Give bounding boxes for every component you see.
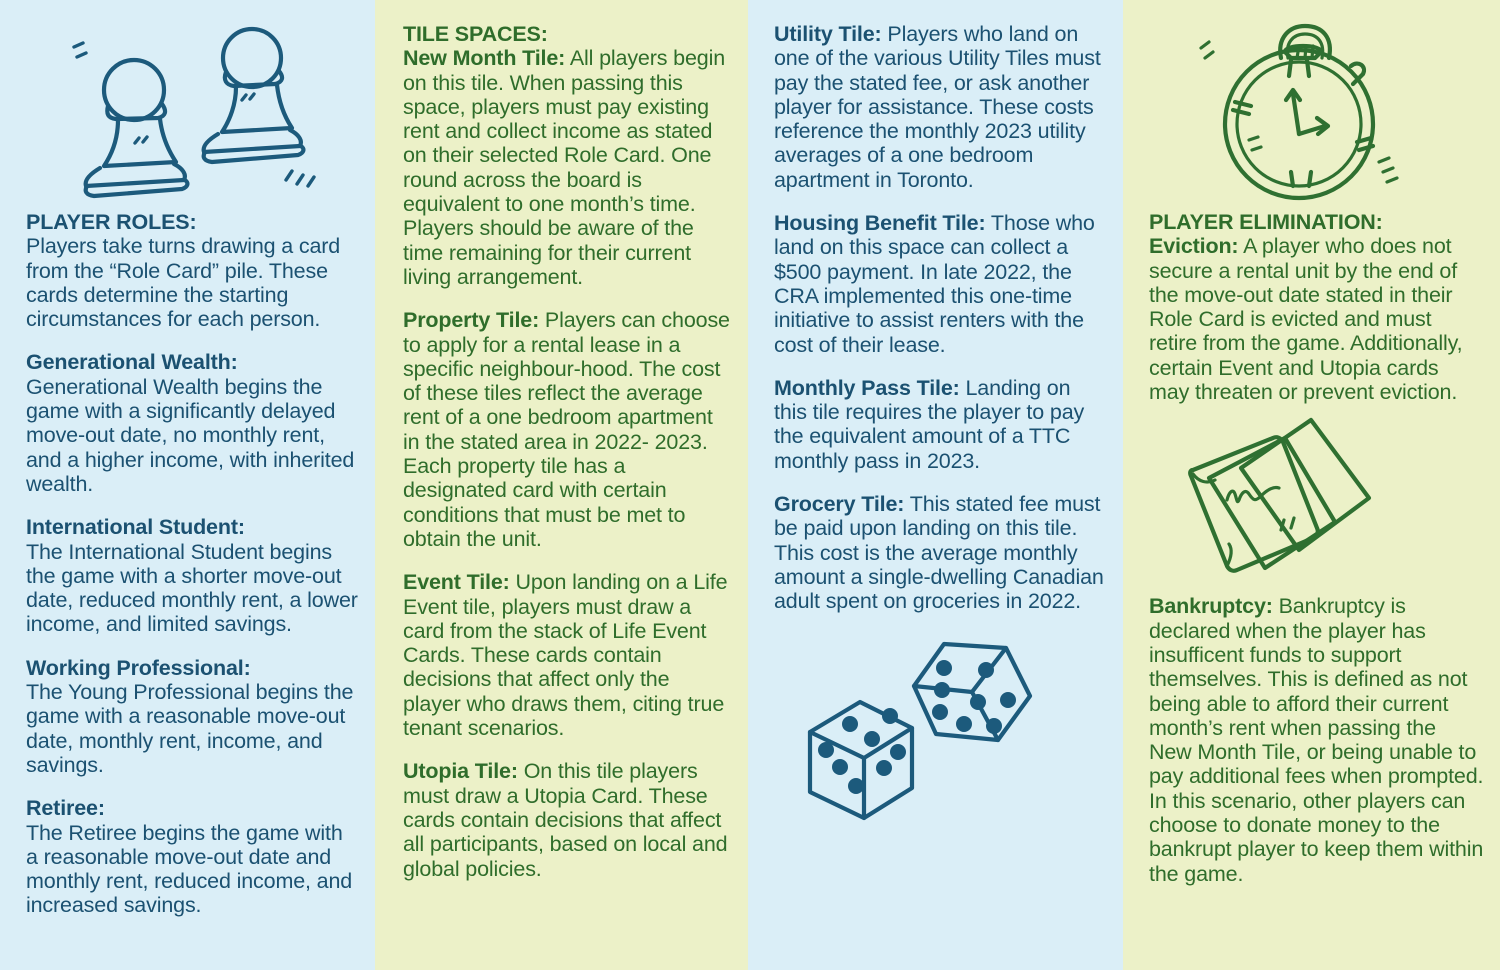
- section-body: Upon landing on a Life Event tile, players must draw a card from the stack of Life Event Cards. These cards contain decisions that affect only the player who draws them, citing true tenant scenarios.: [403, 570, 728, 741]
- section-heading: Retiree:: [26, 796, 105, 821]
- column2-text: [375, 0, 748, 881]
- section-body: Those who land on this space can collect a $500 payment. In late 2022, the CRA implemented this one-time initiative to assist renters with the cost of their lease.: [774, 211, 1095, 357]
- stopwatch-illustration: [1123, 0, 1500, 204]
- section-body: All players begin on this tile. When passing this space, players must pay existing rent and collect income as stated on their selected Role Card. One round across the board is equivalent to one month’s time. Players should be aware of the time remaining for their current living arrangement.: [403, 46, 726, 289]
- section-utopia-tile: [403, 759, 730, 880]
- section-body: Landing on this tile requires the player to pay the equivalent amount of a TTC monthly pass in 2023.: [774, 375, 1085, 473]
- chess-pawns-illustration: [0, 0, 375, 206]
- column-tile-spaces: [375, 0, 748, 970]
- column-player-elimination: [1123, 0, 1500, 970]
- section-heading: PLAYER ROLES:: [26, 210, 197, 234]
- column-player-roles: [0, 0, 375, 970]
- section-body: The International Student begins the game with a shorter move-out date, reduced monthly rent, a lower income, and limited savings.: [26, 539, 358, 637]
- column2-title: TILE SPACES:: [403, 22, 548, 46]
- section-bankruptcy: [1149, 594, 1484, 886]
- section-body: This stated fee must be paid upon landing on this tile. This cost is the average monthly amount a single-dwelling Canadian adult spent on groceries in 2022.: [774, 492, 1104, 614]
- section-tile-spaces: [403, 22, 730, 289]
- section-eviction: [1149, 210, 1484, 404]
- section-heading: Utopia Tile:: [403, 759, 518, 784]
- section-heading: New Month Tile:: [403, 46, 566, 71]
- section-body: Generational Wealth begins the game with a significantly delayed move-out date, no monthly rent, and a higher income, with inherited wealth.: [26, 374, 355, 496]
- section-body: The Young Professional begins the game with a reasonable move-out date, monthly rent, income, and savings.: [26, 680, 354, 777]
- section-utility-tile: [774, 22, 1109, 192]
- section-body: Players who land on one of the various Utility Tiles must pay the stated fee, or ask another player for assistance. These costs reference the monthly 2023 utility averages of a one bedroom apartment in Toronto.: [774, 22, 1101, 192]
- section-generational-wealth: [26, 350, 359, 496]
- column4-text-top: [1123, 204, 1500, 404]
- section-monthly-pass-tile: [774, 376, 1109, 473]
- section-heading: Eviction:: [1149, 234, 1239, 259]
- section-grocery-tile: [774, 492, 1109, 613]
- section-heading: Housing Benefit Tile:: [774, 211, 986, 236]
- section-body: A player who does not secure a rental unit by the end of the move-out date stated in their Role Card is evicted and must retire from the game. Additionally, certain Event and Utopia cards may threaten or prevent eviction.: [1149, 234, 1463, 405]
- section-property-tile: [403, 308, 730, 551]
- section-heading: International Student:: [26, 515, 245, 540]
- section-heading: Utility Tile:: [774, 22, 882, 46]
- section-body: Players take turns drawing a card from the “Role Card” pile. These cards determine the starting circumstances for each person.: [26, 234, 341, 332]
- section-body: Bankruptcy is declared when the player has insufficent funds to support themselves. This is defined as not being able to afford their current month’s rent when passing the New Month Tile, or being unable to pay additional fees when prompted. In this scenario, other players can choose to donate money to the bankrupt player to keep them within the game.: [1149, 594, 1484, 886]
- section-heading: Event Tile:: [403, 570, 510, 595]
- section-housing-benefit-tile: [774, 211, 1109, 357]
- column1-text: [0, 206, 375, 918]
- column-tile-details: [748, 0, 1123, 970]
- section-body: On this tile players must draw a Utopia Card. These cards contain decisions that affect all participants, based on local and global policies.: [403, 759, 728, 881]
- section-event-tile: [403, 570, 730, 740]
- section-working-professional: [26, 656, 359, 777]
- section-player-roles: [26, 210, 359, 331]
- section-body: Players can choose to apply for a rental lease in a specific neighbour-hood. The cost of these tiles reflect the average rent of a one bedroom apartment in the stated area in 2022- 2023. Each property tile has a designated card with certain conditions that must be met to obtain the unit.: [403, 308, 730, 551]
- column4-title: PLAYER ELIMINATION:: [1149, 210, 1383, 234]
- section-retiree: [26, 796, 359, 917]
- section-international-student: [26, 515, 359, 636]
- section-heading: Generational Wealth:: [26, 350, 238, 375]
- section-body: The Retiree begins the game with a reasonable move-out date and monthly rent, reduced income, and increased savings.: [26, 820, 353, 918]
- column3-text: [748, 0, 1123, 614]
- section-heading: Property Tile:: [403, 308, 540, 333]
- section-heading: Bankruptcy:: [1149, 594, 1273, 619]
- cards-stack-illustration: [1123, 404, 1500, 588]
- dice-illustration: [748, 614, 1123, 824]
- section-heading: Monthly Pass Tile:: [774, 375, 960, 400]
- section-heading: Working Professional:: [26, 655, 251, 680]
- section-heading: Grocery Tile:: [774, 492, 905, 517]
- column4-text-bottom: [1123, 588, 1500, 886]
